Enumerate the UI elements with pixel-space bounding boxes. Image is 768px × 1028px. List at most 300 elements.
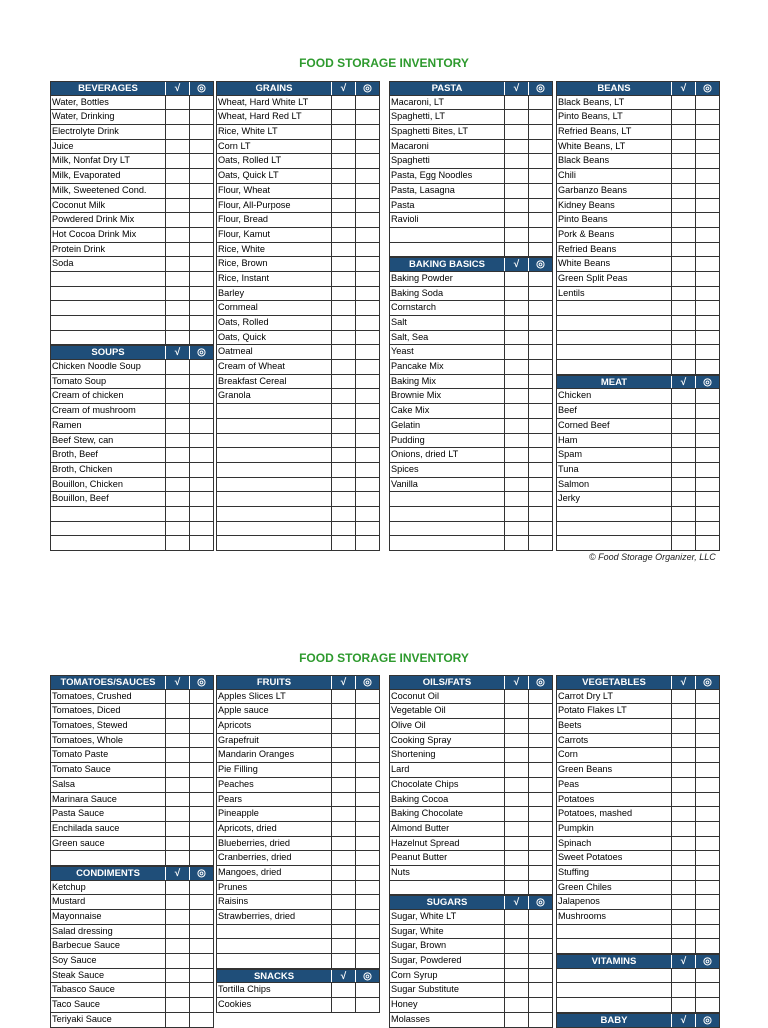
goal-cell[interactable] bbox=[528, 125, 552, 139]
goal-cell[interactable] bbox=[695, 939, 719, 953]
have-checkbox-cell[interactable] bbox=[671, 419, 695, 433]
have-checkbox-cell[interactable] bbox=[504, 881, 528, 895]
have-checkbox-cell[interactable] bbox=[331, 522, 355, 536]
goal-cell[interactable] bbox=[528, 96, 552, 110]
goal-cell[interactable] bbox=[189, 837, 213, 851]
have-checkbox-cell[interactable] bbox=[165, 507, 189, 521]
have-checkbox-cell[interactable] bbox=[165, 184, 189, 198]
have-checkbox-cell[interactable] bbox=[165, 719, 189, 733]
goal-cell[interactable] bbox=[528, 866, 552, 880]
have-checkbox-cell[interactable] bbox=[671, 851, 695, 865]
have-checkbox-cell[interactable] bbox=[165, 778, 189, 792]
have-checkbox-cell[interactable] bbox=[331, 272, 355, 286]
have-checkbox-cell[interactable] bbox=[671, 96, 695, 110]
have-checkbox-cell[interactable] bbox=[504, 522, 528, 536]
goal-cell[interactable] bbox=[355, 690, 379, 704]
have-checkbox-cell[interactable] bbox=[165, 331, 189, 345]
goal-cell[interactable] bbox=[695, 125, 719, 139]
goal-cell[interactable] bbox=[355, 807, 379, 821]
goal-cell[interactable] bbox=[189, 169, 213, 183]
have-checkbox-cell[interactable] bbox=[504, 287, 528, 301]
have-checkbox-cell[interactable] bbox=[331, 925, 355, 939]
have-checkbox-cell[interactable] bbox=[331, 704, 355, 718]
goal-cell[interactable] bbox=[528, 748, 552, 762]
have-checkbox-cell[interactable] bbox=[671, 748, 695, 762]
goal-cell[interactable] bbox=[695, 793, 719, 807]
have-checkbox-cell[interactable] bbox=[165, 360, 189, 374]
have-checkbox-cell[interactable] bbox=[331, 184, 355, 198]
goal-cell[interactable] bbox=[695, 448, 719, 462]
have-checkbox-cell[interactable] bbox=[671, 969, 695, 983]
have-checkbox-cell[interactable] bbox=[671, 910, 695, 924]
goal-cell[interactable] bbox=[355, 140, 379, 154]
have-checkbox-cell[interactable] bbox=[331, 345, 355, 359]
goal-cell[interactable] bbox=[189, 404, 213, 418]
goal-cell[interactable] bbox=[528, 837, 552, 851]
goal-cell[interactable] bbox=[189, 734, 213, 748]
have-checkbox-cell[interactable] bbox=[165, 536, 189, 550]
goal-cell[interactable] bbox=[528, 778, 552, 792]
have-checkbox-cell[interactable] bbox=[671, 110, 695, 124]
goal-cell[interactable] bbox=[695, 507, 719, 521]
have-checkbox-cell[interactable] bbox=[504, 939, 528, 953]
goal-cell[interactable] bbox=[189, 110, 213, 124]
have-checkbox-cell[interactable] bbox=[504, 954, 528, 968]
have-checkbox-cell[interactable] bbox=[504, 243, 528, 257]
have-checkbox-cell[interactable] bbox=[165, 316, 189, 330]
goal-cell[interactable] bbox=[528, 793, 552, 807]
have-checkbox-cell[interactable] bbox=[671, 243, 695, 257]
goal-cell[interactable] bbox=[695, 998, 719, 1012]
have-checkbox-cell[interactable] bbox=[331, 434, 355, 448]
goal-cell[interactable] bbox=[528, 492, 552, 506]
have-checkbox-cell[interactable] bbox=[165, 419, 189, 433]
have-checkbox-cell[interactable] bbox=[504, 910, 528, 924]
have-checkbox-cell[interactable] bbox=[331, 331, 355, 345]
have-checkbox-cell[interactable] bbox=[671, 492, 695, 506]
goal-cell[interactable] bbox=[695, 719, 719, 733]
goal-cell[interactable] bbox=[355, 522, 379, 536]
goal-cell[interactable] bbox=[528, 807, 552, 821]
have-checkbox-cell[interactable] bbox=[331, 851, 355, 865]
have-checkbox-cell[interactable] bbox=[504, 763, 528, 777]
have-checkbox-cell[interactable] bbox=[331, 536, 355, 550]
have-checkbox-cell[interactable] bbox=[165, 998, 189, 1012]
have-checkbox-cell[interactable] bbox=[331, 110, 355, 124]
goal-cell[interactable] bbox=[528, 910, 552, 924]
goal-cell[interactable] bbox=[189, 243, 213, 257]
have-checkbox-cell[interactable] bbox=[671, 925, 695, 939]
goal-cell[interactable] bbox=[695, 837, 719, 851]
have-checkbox-cell[interactable] bbox=[165, 96, 189, 110]
have-checkbox-cell[interactable] bbox=[331, 881, 355, 895]
have-checkbox-cell[interactable] bbox=[504, 125, 528, 139]
goal-cell[interactable] bbox=[189, 807, 213, 821]
goal-cell[interactable] bbox=[528, 199, 552, 213]
goal-cell[interactable] bbox=[189, 125, 213, 139]
goal-cell[interactable] bbox=[695, 404, 719, 418]
goal-cell[interactable] bbox=[528, 969, 552, 983]
goal-cell[interactable] bbox=[695, 925, 719, 939]
goal-cell[interactable] bbox=[355, 301, 379, 315]
have-checkbox-cell[interactable] bbox=[165, 807, 189, 821]
goal-cell[interactable] bbox=[189, 793, 213, 807]
goal-cell[interactable] bbox=[528, 345, 552, 359]
goal-cell[interactable] bbox=[695, 360, 719, 374]
have-checkbox-cell[interactable] bbox=[504, 793, 528, 807]
have-checkbox-cell[interactable] bbox=[331, 360, 355, 374]
have-checkbox-cell[interactable] bbox=[504, 866, 528, 880]
have-checkbox-cell[interactable] bbox=[331, 243, 355, 257]
have-checkbox-cell[interactable] bbox=[671, 536, 695, 550]
have-checkbox-cell[interactable] bbox=[331, 375, 355, 389]
goal-cell[interactable] bbox=[355, 492, 379, 506]
have-checkbox-cell[interactable] bbox=[504, 719, 528, 733]
have-checkbox-cell[interactable] bbox=[331, 478, 355, 492]
goal-cell[interactable] bbox=[695, 969, 719, 983]
have-checkbox-cell[interactable] bbox=[331, 807, 355, 821]
have-checkbox-cell[interactable] bbox=[165, 704, 189, 718]
goal-cell[interactable] bbox=[189, 763, 213, 777]
goal-cell[interactable] bbox=[355, 434, 379, 448]
have-checkbox-cell[interactable] bbox=[331, 690, 355, 704]
have-checkbox-cell[interactable] bbox=[504, 851, 528, 865]
goal-cell[interactable] bbox=[528, 998, 552, 1012]
have-checkbox-cell[interactable] bbox=[671, 478, 695, 492]
goal-cell[interactable] bbox=[695, 778, 719, 792]
have-checkbox-cell[interactable] bbox=[671, 228, 695, 242]
goal-cell[interactable] bbox=[355, 110, 379, 124]
goal-cell[interactable] bbox=[528, 851, 552, 865]
have-checkbox-cell[interactable] bbox=[671, 360, 695, 374]
goal-cell[interactable] bbox=[355, 536, 379, 550]
goal-cell[interactable] bbox=[695, 822, 719, 836]
have-checkbox-cell[interactable] bbox=[671, 704, 695, 718]
have-checkbox-cell[interactable] bbox=[165, 404, 189, 418]
goal-cell[interactable] bbox=[695, 169, 719, 183]
goal-cell[interactable] bbox=[695, 419, 719, 433]
goal-cell[interactable] bbox=[189, 492, 213, 506]
goal-cell[interactable] bbox=[355, 184, 379, 198]
goal-cell[interactable] bbox=[528, 448, 552, 462]
goal-cell[interactable] bbox=[189, 419, 213, 433]
goal-cell[interactable] bbox=[355, 272, 379, 286]
goal-cell[interactable] bbox=[355, 734, 379, 748]
goal-cell[interactable] bbox=[355, 998, 379, 1012]
have-checkbox-cell[interactable] bbox=[504, 389, 528, 403]
goal-cell[interactable] bbox=[189, 316, 213, 330]
goal-cell[interactable] bbox=[189, 881, 213, 895]
have-checkbox-cell[interactable] bbox=[165, 301, 189, 315]
goal-cell[interactable] bbox=[355, 331, 379, 345]
goal-cell[interactable] bbox=[189, 140, 213, 154]
have-checkbox-cell[interactable] bbox=[671, 140, 695, 154]
goal-cell[interactable] bbox=[189, 199, 213, 213]
have-checkbox-cell[interactable] bbox=[331, 793, 355, 807]
have-checkbox-cell[interactable] bbox=[504, 375, 528, 389]
goal-cell[interactable] bbox=[695, 492, 719, 506]
goal-cell[interactable] bbox=[189, 851, 213, 865]
have-checkbox-cell[interactable] bbox=[671, 822, 695, 836]
have-checkbox-cell[interactable] bbox=[504, 199, 528, 213]
have-checkbox-cell[interactable] bbox=[331, 866, 355, 880]
goal-cell[interactable] bbox=[355, 448, 379, 462]
have-checkbox-cell[interactable] bbox=[165, 793, 189, 807]
goal-cell[interactable] bbox=[189, 522, 213, 536]
have-checkbox-cell[interactable] bbox=[504, 983, 528, 997]
have-checkbox-cell[interactable] bbox=[671, 169, 695, 183]
goal-cell[interactable] bbox=[355, 939, 379, 953]
goal-cell[interactable] bbox=[189, 257, 213, 271]
have-checkbox-cell[interactable] bbox=[331, 154, 355, 168]
goal-cell[interactable] bbox=[528, 690, 552, 704]
goal-cell[interactable] bbox=[355, 866, 379, 880]
have-checkbox-cell[interactable] bbox=[331, 419, 355, 433]
goal-cell[interactable] bbox=[695, 522, 719, 536]
goal-cell[interactable] bbox=[528, 507, 552, 521]
goal-cell[interactable] bbox=[355, 719, 379, 733]
have-checkbox-cell[interactable] bbox=[671, 719, 695, 733]
have-checkbox-cell[interactable] bbox=[165, 881, 189, 895]
have-checkbox-cell[interactable] bbox=[504, 536, 528, 550]
have-checkbox-cell[interactable] bbox=[671, 983, 695, 997]
have-checkbox-cell[interactable] bbox=[331, 822, 355, 836]
goal-cell[interactable] bbox=[528, 478, 552, 492]
goal-cell[interactable] bbox=[189, 1013, 213, 1027]
goal-cell[interactable] bbox=[189, 748, 213, 762]
goal-cell[interactable] bbox=[189, 96, 213, 110]
have-checkbox-cell[interactable] bbox=[165, 125, 189, 139]
have-checkbox-cell[interactable] bbox=[504, 925, 528, 939]
have-checkbox-cell[interactable] bbox=[671, 154, 695, 168]
have-checkbox-cell[interactable] bbox=[165, 243, 189, 257]
have-checkbox-cell[interactable] bbox=[165, 287, 189, 301]
have-checkbox-cell[interactable] bbox=[671, 463, 695, 477]
goal-cell[interactable] bbox=[695, 272, 719, 286]
goal-cell[interactable] bbox=[695, 213, 719, 227]
goal-cell[interactable] bbox=[189, 301, 213, 315]
goal-cell[interactable] bbox=[189, 375, 213, 389]
have-checkbox-cell[interactable] bbox=[165, 734, 189, 748]
have-checkbox-cell[interactable] bbox=[671, 939, 695, 953]
have-checkbox-cell[interactable] bbox=[504, 331, 528, 345]
have-checkbox-cell[interactable] bbox=[504, 478, 528, 492]
have-checkbox-cell[interactable] bbox=[671, 272, 695, 286]
have-checkbox-cell[interactable] bbox=[504, 748, 528, 762]
goal-cell[interactable] bbox=[189, 184, 213, 198]
goal-cell[interactable] bbox=[355, 507, 379, 521]
goal-cell[interactable] bbox=[528, 719, 552, 733]
goal-cell[interactable] bbox=[355, 910, 379, 924]
goal-cell[interactable] bbox=[695, 748, 719, 762]
goal-cell[interactable] bbox=[695, 895, 719, 909]
have-checkbox-cell[interactable] bbox=[165, 228, 189, 242]
goal-cell[interactable] bbox=[355, 375, 379, 389]
have-checkbox-cell[interactable] bbox=[504, 213, 528, 227]
goal-cell[interactable] bbox=[189, 690, 213, 704]
goal-cell[interactable] bbox=[189, 969, 213, 983]
have-checkbox-cell[interactable] bbox=[504, 690, 528, 704]
have-checkbox-cell[interactable] bbox=[331, 199, 355, 213]
goal-cell[interactable] bbox=[189, 895, 213, 909]
goal-cell[interactable] bbox=[695, 734, 719, 748]
goal-cell[interactable] bbox=[695, 478, 719, 492]
have-checkbox-cell[interactable] bbox=[165, 154, 189, 168]
have-checkbox-cell[interactable] bbox=[504, 360, 528, 374]
goal-cell[interactable] bbox=[695, 331, 719, 345]
have-checkbox-cell[interactable] bbox=[165, 748, 189, 762]
have-checkbox-cell[interactable] bbox=[165, 939, 189, 953]
goal-cell[interactable] bbox=[695, 257, 719, 271]
have-checkbox-cell[interactable] bbox=[671, 331, 695, 345]
goal-cell[interactable] bbox=[355, 983, 379, 997]
have-checkbox-cell[interactable] bbox=[504, 184, 528, 198]
have-checkbox-cell[interactable] bbox=[331, 287, 355, 301]
have-checkbox-cell[interactable] bbox=[671, 199, 695, 213]
have-checkbox-cell[interactable] bbox=[671, 184, 695, 198]
have-checkbox-cell[interactable] bbox=[165, 954, 189, 968]
goal-cell[interactable] bbox=[355, 404, 379, 418]
have-checkbox-cell[interactable] bbox=[331, 895, 355, 909]
goal-cell[interactable] bbox=[528, 375, 552, 389]
have-checkbox-cell[interactable] bbox=[165, 895, 189, 909]
have-checkbox-cell[interactable] bbox=[165, 434, 189, 448]
have-checkbox-cell[interactable] bbox=[331, 96, 355, 110]
have-checkbox-cell[interactable] bbox=[504, 807, 528, 821]
goal-cell[interactable] bbox=[355, 881, 379, 895]
have-checkbox-cell[interactable] bbox=[331, 140, 355, 154]
have-checkbox-cell[interactable] bbox=[165, 837, 189, 851]
goal-cell[interactable] bbox=[189, 719, 213, 733]
goal-cell[interactable] bbox=[189, 925, 213, 939]
have-checkbox-cell[interactable] bbox=[165, 375, 189, 389]
goal-cell[interactable] bbox=[695, 866, 719, 880]
goal-cell[interactable] bbox=[355, 748, 379, 762]
goal-cell[interactable] bbox=[189, 331, 213, 345]
goal-cell[interactable] bbox=[355, 837, 379, 851]
have-checkbox-cell[interactable] bbox=[331, 316, 355, 330]
goal-cell[interactable] bbox=[355, 389, 379, 403]
goal-cell[interactable] bbox=[695, 140, 719, 154]
have-checkbox-cell[interactable] bbox=[331, 301, 355, 315]
goal-cell[interactable] bbox=[528, 140, 552, 154]
goal-cell[interactable] bbox=[695, 154, 719, 168]
have-checkbox-cell[interactable] bbox=[165, 983, 189, 997]
have-checkbox-cell[interactable] bbox=[504, 404, 528, 418]
goal-cell[interactable] bbox=[189, 360, 213, 374]
goal-cell[interactable] bbox=[189, 704, 213, 718]
goal-cell[interactable] bbox=[528, 287, 552, 301]
goal-cell[interactable] bbox=[189, 939, 213, 953]
have-checkbox-cell[interactable] bbox=[504, 419, 528, 433]
goal-cell[interactable] bbox=[695, 96, 719, 110]
have-checkbox-cell[interactable] bbox=[331, 257, 355, 271]
goal-cell[interactable] bbox=[355, 257, 379, 271]
goal-cell[interactable] bbox=[189, 389, 213, 403]
goal-cell[interactable] bbox=[355, 954, 379, 968]
have-checkbox-cell[interactable] bbox=[331, 213, 355, 227]
have-checkbox-cell[interactable] bbox=[504, 434, 528, 448]
have-checkbox-cell[interactable] bbox=[504, 778, 528, 792]
have-checkbox-cell[interactable] bbox=[165, 272, 189, 286]
goal-cell[interactable] bbox=[189, 507, 213, 521]
have-checkbox-cell[interactable] bbox=[504, 96, 528, 110]
goal-cell[interactable] bbox=[528, 522, 552, 536]
have-checkbox-cell[interactable] bbox=[165, 690, 189, 704]
goal-cell[interactable] bbox=[355, 704, 379, 718]
goal-cell[interactable] bbox=[355, 360, 379, 374]
goal-cell[interactable] bbox=[189, 910, 213, 924]
have-checkbox-cell[interactable] bbox=[671, 690, 695, 704]
have-checkbox-cell[interactable] bbox=[165, 969, 189, 983]
goal-cell[interactable] bbox=[528, 925, 552, 939]
have-checkbox-cell[interactable] bbox=[165, 213, 189, 227]
goal-cell[interactable] bbox=[695, 434, 719, 448]
have-checkbox-cell[interactable] bbox=[165, 463, 189, 477]
goal-cell[interactable] bbox=[695, 851, 719, 865]
goal-cell[interactable] bbox=[189, 536, 213, 550]
goal-cell[interactable] bbox=[355, 895, 379, 909]
have-checkbox-cell[interactable] bbox=[671, 345, 695, 359]
have-checkbox-cell[interactable] bbox=[331, 169, 355, 183]
goal-cell[interactable] bbox=[189, 228, 213, 242]
have-checkbox-cell[interactable] bbox=[671, 507, 695, 521]
have-checkbox-cell[interactable] bbox=[165, 199, 189, 213]
goal-cell[interactable] bbox=[695, 983, 719, 997]
goal-cell[interactable] bbox=[189, 954, 213, 968]
have-checkbox-cell[interactable] bbox=[671, 257, 695, 271]
goal-cell[interactable] bbox=[528, 184, 552, 198]
have-checkbox-cell[interactable] bbox=[671, 434, 695, 448]
goal-cell[interactable] bbox=[355, 925, 379, 939]
goal-cell[interactable] bbox=[355, 851, 379, 865]
have-checkbox-cell[interactable] bbox=[504, 169, 528, 183]
goal-cell[interactable] bbox=[695, 110, 719, 124]
goal-cell[interactable] bbox=[528, 228, 552, 242]
goal-cell[interactable] bbox=[695, 881, 719, 895]
have-checkbox-cell[interactable] bbox=[165, 492, 189, 506]
goal-cell[interactable] bbox=[355, 154, 379, 168]
have-checkbox-cell[interactable] bbox=[331, 954, 355, 968]
goal-cell[interactable] bbox=[528, 154, 552, 168]
goal-cell[interactable] bbox=[528, 1013, 552, 1027]
have-checkbox-cell[interactable] bbox=[165, 522, 189, 536]
goal-cell[interactable] bbox=[528, 404, 552, 418]
goal-cell[interactable] bbox=[695, 199, 719, 213]
have-checkbox-cell[interactable] bbox=[671, 866, 695, 880]
have-checkbox-cell[interactable] bbox=[671, 807, 695, 821]
goal-cell[interactable] bbox=[695, 243, 719, 257]
have-checkbox-cell[interactable] bbox=[331, 404, 355, 418]
goal-cell[interactable] bbox=[528, 463, 552, 477]
goal-cell[interactable] bbox=[355, 125, 379, 139]
goal-cell[interactable] bbox=[189, 478, 213, 492]
goal-cell[interactable] bbox=[695, 184, 719, 198]
have-checkbox-cell[interactable] bbox=[165, 448, 189, 462]
goal-cell[interactable] bbox=[528, 243, 552, 257]
goal-cell[interactable] bbox=[355, 763, 379, 777]
goal-cell[interactable] bbox=[695, 910, 719, 924]
have-checkbox-cell[interactable] bbox=[671, 763, 695, 777]
goal-cell[interactable] bbox=[695, 536, 719, 550]
goal-cell[interactable] bbox=[528, 881, 552, 895]
goal-cell[interactable] bbox=[355, 243, 379, 257]
have-checkbox-cell[interactable] bbox=[671, 881, 695, 895]
have-checkbox-cell[interactable] bbox=[504, 154, 528, 168]
goal-cell[interactable] bbox=[528, 389, 552, 403]
goal-cell[interactable] bbox=[528, 316, 552, 330]
goal-cell[interactable] bbox=[189, 272, 213, 286]
